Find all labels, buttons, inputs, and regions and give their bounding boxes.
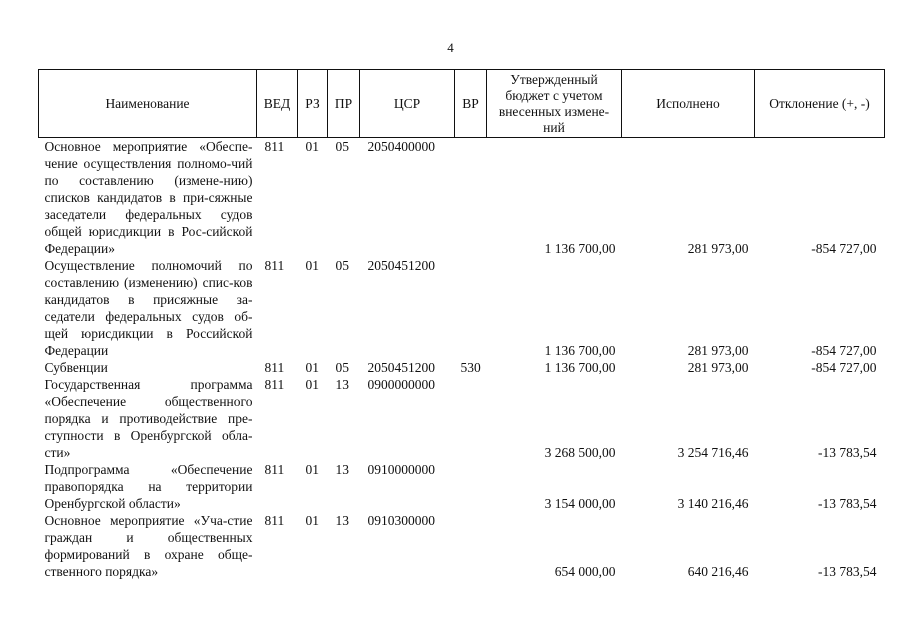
- table-row: [39, 461, 885, 512]
- table-row: [39, 138, 885, 258]
- row-executed: 3 140 216,46: [677, 496, 749, 511]
- row-vr: [455, 512, 487, 580]
- row-deviation: -13 783,54: [818, 564, 877, 579]
- row-pr: 05: [335, 258, 349, 273]
- header-pr: ПР: [328, 70, 360, 138]
- row-vr: [455, 138, 487, 258]
- row-name: Субвенции: [44, 360, 108, 375]
- page-number: 4: [447, 40, 454, 55]
- row-approved: 1 136 700,00: [544, 360, 616, 375]
- row-vr: [455, 376, 487, 461]
- row-pr: 13: [335, 377, 349, 392]
- row-csr: 2050451200: [367, 360, 435, 375]
- row-name: Осуществление полномочий по составлению (изменению) спис-ков кандидатов в присяжные за-седатели федеральных судов об-щей юрисдикции в Российской Федерации: [44, 258, 253, 358]
- row-deviation: -854 727,00: [811, 241, 877, 256]
- budget-execution-table: [38, 69, 885, 580]
- row-vr: 530: [460, 360, 481, 375]
- row-deviation: -854 727,00: [811, 343, 877, 358]
- row-ved: 811: [264, 360, 285, 375]
- row-approved: 3 268 500,00: [544, 445, 616, 460]
- table-row: [39, 512, 885, 580]
- table-row: [39, 257, 885, 359]
- header-rz: РЗ: [298, 70, 328, 138]
- header-csr: ЦСР: [360, 70, 455, 138]
- row-name: Основное мероприятие «Уча-стие граждан и общественных формирований в охране обще-ственного порядка»: [44, 513, 253, 579]
- row-rz: 01: [305, 139, 319, 154]
- row-executed: 281 973,00: [687, 241, 749, 256]
- row-name: Подпрограмма «Обеспечение правопорядка на территории Оренбургской области»: [44, 462, 253, 511]
- row-deviation: -13 783,54: [818, 445, 877, 460]
- row-executed: 3 254 716,46: [677, 445, 749, 460]
- row-approved: 3 154 000,00: [544, 496, 616, 511]
- row-csr: 2050451200: [367, 258, 435, 273]
- row-deviation: -854 727,00: [811, 360, 877, 375]
- row-rz: 01: [305, 513, 319, 528]
- row-deviation: -13 783,54: [818, 496, 877, 511]
- row-rz: 01: [305, 360, 319, 375]
- row-name: Государственная программа «Обеспечение общественного порядка и противодействие пре-ступности в Оренбургской обла-сти»: [44, 377, 253, 460]
- row-ved: 811: [264, 139, 285, 154]
- row-approved: 654 000,00: [554, 564, 616, 579]
- header-name: Наименование: [39, 70, 257, 138]
- row-name: Основное мероприятие «Обеспе-чение осуществления полномо-чий по составлению (измене-нию) списков кандидатов в при-сяжные заседатели федеральных судов общей юрисдикции в Рос-сийской Федерации»: [44, 139, 253, 256]
- row-csr: 0910000000: [367, 462, 435, 477]
- row-executed: 640 216,46: [687, 564, 749, 579]
- row-ved: 811: [264, 462, 285, 477]
- header-vr: ВР: [455, 70, 487, 138]
- row-ved: 811: [264, 258, 285, 273]
- row-csr: 2050400000: [367, 139, 435, 154]
- table-row: [39, 359, 885, 376]
- row-csr: 0900000000: [367, 377, 435, 392]
- header-deviation: Отклонение (+, -): [755, 70, 885, 138]
- row-ved: 811: [264, 377, 285, 392]
- row-executed: 281 973,00: [687, 360, 749, 375]
- row-rz: 01: [305, 377, 319, 392]
- row-vr: [455, 257, 487, 359]
- row-approved: 1 136 700,00: [544, 343, 616, 358]
- row-pr: 13: [335, 462, 349, 477]
- row-pr: 13: [335, 513, 349, 528]
- row-ved: 811: [264, 513, 285, 528]
- row-executed: 281 973,00: [687, 343, 749, 358]
- header-ved: ВЕД: [257, 70, 298, 138]
- header-approved-budget: Утвержденный бюджет с учетом внесенных измене-ний: [487, 70, 622, 138]
- row-pr: 05: [335, 139, 349, 154]
- row-vr: [455, 461, 487, 512]
- table-row: [39, 376, 885, 461]
- header-executed: Исполнено: [622, 70, 755, 138]
- table-header-row: [39, 70, 885, 138]
- row-pr: 05: [335, 360, 349, 375]
- row-rz: 01: [305, 258, 319, 273]
- row-csr: 0910300000: [367, 513, 435, 528]
- row-approved: 1 136 700,00: [544, 241, 616, 256]
- row-rz: 01: [305, 462, 319, 477]
